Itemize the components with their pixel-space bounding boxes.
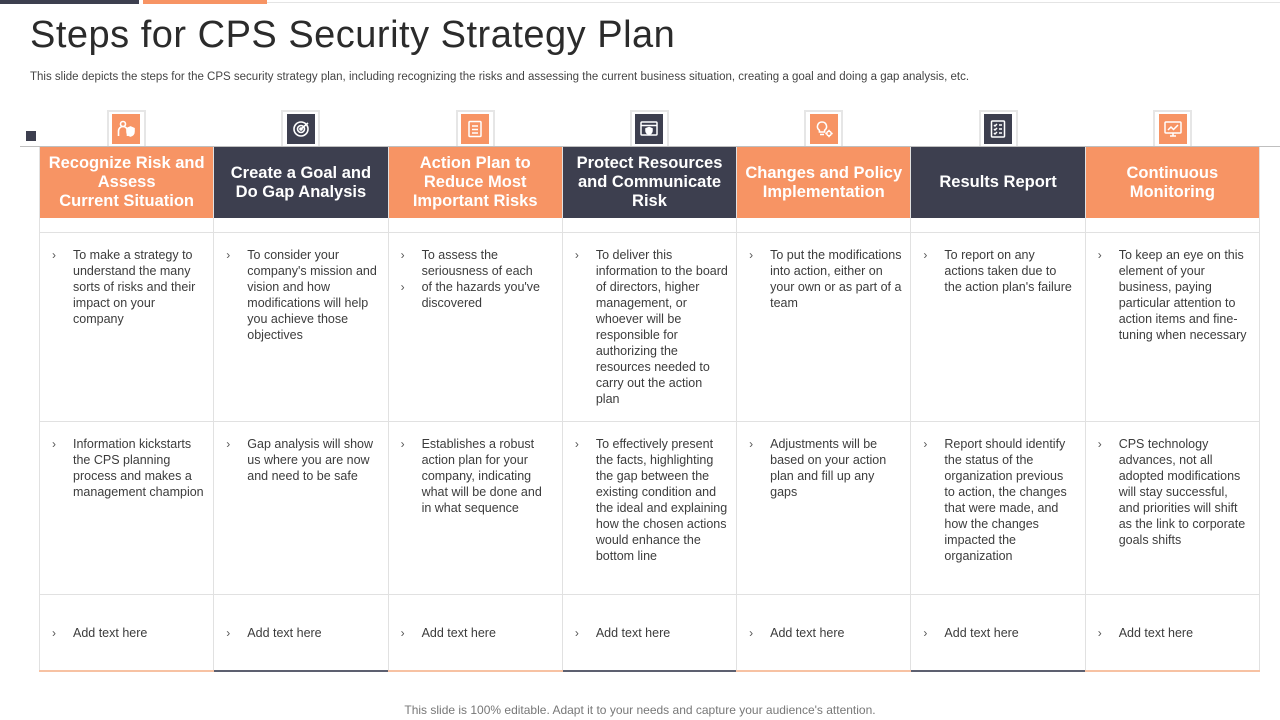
step-heading: Action Plan to Reduce Most Important Risks	[389, 147, 562, 218]
icon-frame	[281, 110, 320, 146]
bullet-chevron-icon: ›	[226, 248, 231, 262]
bullet-chevron-icon: ›	[574, 248, 579, 262]
top-accent-orange	[143, 0, 267, 4]
list-item	[52, 247, 205, 327]
person-shield-icon	[112, 114, 140, 144]
slide-marker	[26, 131, 36, 141]
icon-slot	[213, 110, 387, 147]
list-item-text: Report should identify the status of the organization previous to action, the changes that were made, and how the changes impacted the organization	[944, 437, 1067, 563]
list-item	[1098, 247, 1251, 343]
step-column	[389, 147, 563, 670]
icon-frame	[979, 110, 1018, 146]
table-cell	[911, 422, 1084, 595]
step-heading: Results Report	[911, 147, 1084, 218]
list-item-text: Add text here	[770, 626, 845, 640]
table-cell	[389, 422, 562, 595]
bullet-chevron-icon: ›	[52, 626, 56, 640]
table-cell	[563, 595, 736, 670]
icon-slot	[388, 110, 562, 147]
bullet-chevron-icon: ›	[52, 437, 56, 451]
list-item	[226, 436, 379, 484]
top-accent-line	[267, 2, 1280, 3]
step-column	[214, 147, 388, 670]
icon-frame	[107, 110, 146, 146]
list-item-text: To keep an eye on this element of your business, paying particular attention to action items and fine-tuning when necessary	[1118, 248, 1247, 342]
bullet-chevron-icon: ›	[1097, 248, 1102, 262]
step-column	[563, 147, 737, 670]
list-item-text: Establishes a robust action plan for your company, indicating what will be done and in what sequence	[421, 437, 542, 515]
step-heading: Recognize Risk and Assess Current Situation	[40, 147, 213, 218]
icon-frame	[1153, 110, 1192, 146]
list-item	[52, 625, 205, 641]
list-item-text: Add text here	[944, 626, 1019, 640]
step-column	[737, 147, 911, 670]
step-column	[911, 147, 1085, 670]
table-cell	[40, 233, 213, 422]
list-item-text: Add text here	[421, 626, 496, 640]
list-item-text: CPS technology advances, not all adopted modifications will stay successful, and priorities will shift as the link to corporate goals shifts	[1118, 437, 1246, 547]
bullet-chevron-icon: ›	[400, 280, 405, 294]
list-item	[401, 247, 554, 279]
list-item	[1098, 436, 1251, 548]
list-item	[749, 625, 902, 641]
lightbulb-gear-icon	[810, 114, 838, 144]
step-heading: Create a Goal and Do Gap Analysis	[214, 147, 387, 218]
list-item	[575, 247, 728, 407]
heading-spacer	[1086, 218, 1259, 233]
list-item	[401, 625, 554, 641]
bullet-chevron-icon: ›	[226, 437, 231, 451]
list-item	[401, 436, 554, 516]
heading-spacer	[40, 218, 213, 233]
table-cell	[40, 595, 213, 670]
icon-slot	[911, 110, 1085, 147]
icon-slot	[562, 110, 736, 147]
icon-frame	[630, 110, 669, 146]
list-item-text: Add text here	[595, 626, 671, 640]
list-item-text: To deliver this information to the board of directors, higher management, or whoever will be responsible for authorizing the resources needed to carry out the action plan	[595, 248, 728, 406]
table-cell	[737, 233, 910, 422]
list-item	[226, 247, 379, 343]
icon-slot	[737, 110, 911, 147]
heading-spacer	[911, 218, 1084, 233]
steps-table	[39, 147, 1260, 672]
browser-shield-icon	[635, 114, 663, 144]
step-heading: Continuous Monitoring	[1086, 147, 1259, 218]
list-item-text: To report on any actions taken due to the action plan's failure	[944, 248, 1072, 294]
list-item	[226, 625, 379, 641]
page-title: Steps for CPS Security Strategy Plan	[30, 14, 676, 56]
bullet-chevron-icon: ›	[923, 248, 928, 262]
step-heading: Changes and Policy Implementation	[737, 147, 910, 218]
list-item-text: of the hazards you've discovered	[421, 280, 540, 310]
table-cell	[1086, 422, 1259, 595]
bullet-chevron-icon: ›	[1097, 437, 1102, 451]
list-item-text: To assess the seriousness of each	[421, 248, 533, 278]
heading-spacer	[389, 218, 562, 233]
monitor-chart-icon	[1159, 114, 1187, 144]
list-item	[52, 436, 205, 500]
list-item	[749, 436, 902, 500]
table-cell	[1086, 595, 1259, 670]
table-cell	[911, 233, 1084, 422]
icon-slot	[1086, 110, 1260, 147]
list-item-text: Add text here	[73, 626, 148, 640]
report-list-icon	[984, 114, 1012, 144]
icon-frame	[456, 110, 495, 146]
heading-spacer	[563, 218, 736, 233]
bullet-chevron-icon: ›	[749, 437, 754, 451]
table-cell	[911, 595, 1084, 670]
table-cell	[563, 422, 736, 595]
table-cell	[737, 422, 910, 595]
bullet-chevron-icon: ›	[749, 248, 754, 262]
list-item-text: To effectively present the facts, highlighting the gap between the existing condition and the ideal and explaining how the chosen actions would enhance the bottom line	[595, 437, 728, 563]
list-item-text: Add text here	[247, 626, 322, 640]
list-item-text: Gap analysis will show us where you are now and need to be safe	[247, 437, 374, 483]
list-item	[1098, 625, 1251, 641]
footer-note: This slide is 100% editable. Adapt it to your needs and capture your audience's attention.	[404, 703, 876, 717]
list-item-text: Adjustments will be based on your action plan and fill up any gaps	[770, 437, 887, 499]
list-item	[575, 436, 728, 564]
table-cell	[1086, 233, 1259, 422]
list-item	[575, 625, 728, 641]
bullet-chevron-icon: ›	[574, 437, 579, 451]
list-item-text: To put the modifications into action, either on your own or as part of a team	[770, 248, 902, 310]
bullet-chevron-icon: ›	[923, 626, 928, 640]
table-cell	[40, 422, 213, 595]
bullet-chevron-icon: ›	[1097, 626, 1102, 640]
step-column	[1086, 147, 1260, 670]
list-item	[923, 436, 1076, 564]
heading-spacer	[737, 218, 910, 233]
bullet-chevron-icon: ›	[400, 248, 405, 262]
top-accent-dark	[0, 0, 139, 4]
icon-frame	[804, 110, 843, 146]
bullet-chevron-icon: ›	[400, 626, 405, 640]
icon-slot	[39, 110, 213, 147]
table-cell	[389, 233, 562, 422]
list-item	[923, 625, 1076, 641]
table-cell	[214, 233, 387, 422]
list-item	[749, 247, 902, 311]
list-item-text: To consider your company's mission and vision and how modifications will help you achieve those objectives	[247, 248, 377, 342]
step-column	[39, 147, 214, 670]
list-item-text: Information kickstarts the CPS planning process and makes a management champion	[73, 437, 204, 499]
table-cell	[389, 595, 562, 670]
list-item	[401, 279, 554, 311]
page-subtitle: This slide depicts the steps for the CPS security strategy plan, including recognizing the risks and assessing the current business situation, creating a goal and doing a gap analysis, etc.	[30, 71, 970, 83]
step-icons-row	[39, 110, 1260, 147]
heading-spacer	[214, 218, 387, 233]
checklist-icon	[461, 114, 489, 144]
table-cell	[737, 595, 910, 670]
bullet-chevron-icon: ›	[749, 626, 754, 640]
table-cell	[214, 422, 387, 595]
list-item-text: Add text here	[1118, 626, 1194, 640]
list-item	[923, 247, 1076, 295]
bullet-chevron-icon: ›	[923, 437, 928, 451]
target-icon	[287, 114, 315, 144]
step-heading: Protect Resources and Communicate Risk	[563, 147, 736, 218]
table-cell	[214, 595, 387, 670]
bullet-chevron-icon: ›	[400, 437, 405, 451]
bullet-chevron-icon: ›	[226, 626, 231, 640]
list-item-text: To make a strategy to understand the many sorts of risks and their impact on your company	[73, 248, 196, 326]
bullet-chevron-icon: ›	[52, 248, 56, 262]
table-cell	[563, 233, 736, 422]
bullet-chevron-icon: ›	[574, 626, 579, 640]
